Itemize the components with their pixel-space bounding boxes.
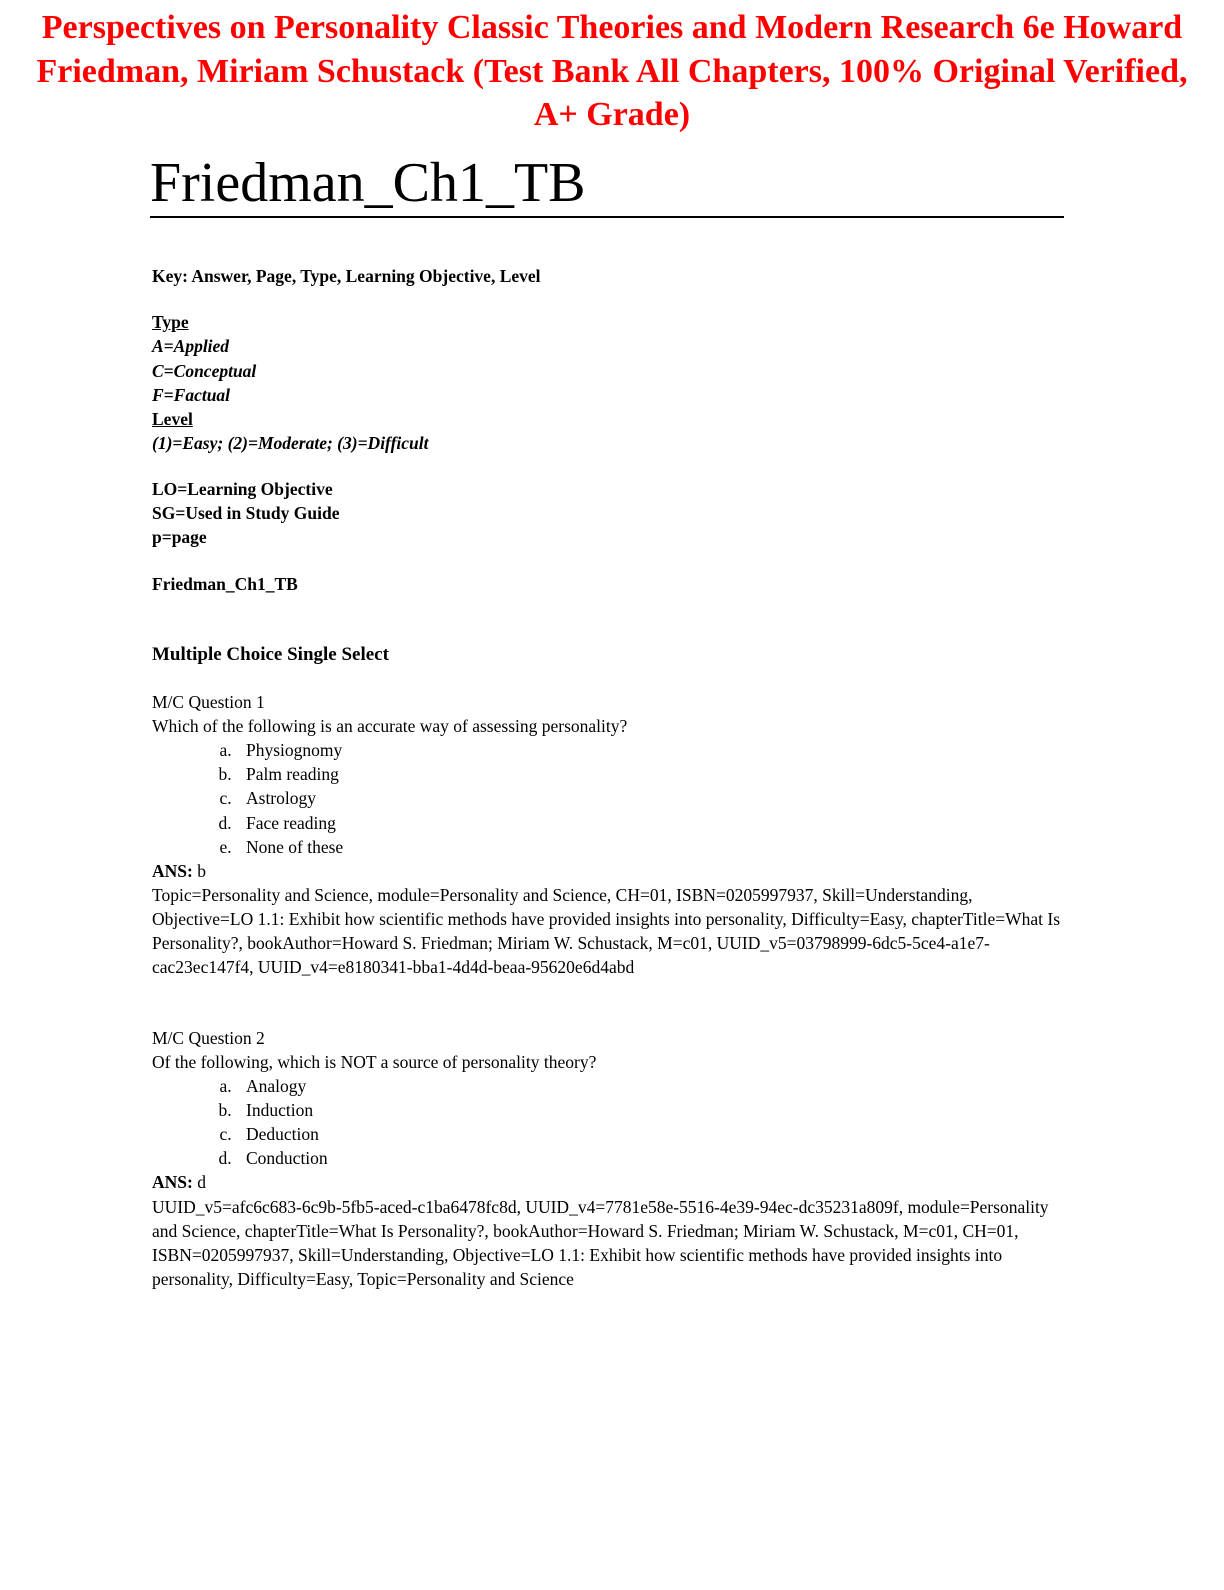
level-heading: Level [152, 408, 193, 429]
level-line: (1)=Easy; (2)=Moderate; (3)=Difficult [152, 432, 429, 453]
type-item-conceptual: C=Conceptual [152, 360, 257, 381]
choice-option[interactable]: b. Palm reading [236, 762, 1074, 786]
section-heading: Multiple Choice Single Select [152, 643, 389, 665]
choice-option[interactable]: a. Analogy [236, 1074, 1074, 1098]
answer-label: ANS: [152, 860, 193, 881]
key-line: Key: Answer, Page, Type, Learning Objective, Level [152, 266, 541, 287]
answer-line [152, 1170, 1074, 1194]
question-metadata: UUID_v5=afc6c683-6c9b-5fb5-aced-c1ba6478fc8d, UUID_v4=7781e58e-5516-4e39-94ec-dc35231a809f, module=Personality and Science, chapterTitle=What Is Personality?, bookAuthor=Howard S. Friedman; Miriam W. Schustack, M=c01, CH=01, ISBN=0205997937, Skill=Understanding, Objective=LO 1.1: Exhibit how scientific methods have provided insights into personality, Difficulty=Easy, Topic=Personality and Science [152, 1196, 1049, 1289]
answer-value: b [197, 860, 206, 881]
answer-line [152, 859, 1074, 883]
choice-list [152, 738, 1074, 859]
answer-label: ANS: [152, 1172, 193, 1193]
abbrev-p: p=page [152, 527, 207, 548]
choice-option[interactable]: c. Deduction [236, 1122, 1074, 1146]
question-number: M/C Question 2 [152, 1027, 265, 1048]
question-item [152, 690, 1074, 980]
question-number: M/C Question 1 [152, 691, 265, 712]
choice-option[interactable]: e. None of these [236, 835, 1074, 859]
question-stem: Of the following, which is NOT a source of personality theory? [152, 1051, 597, 1072]
question-item [152, 1026, 1074, 1292]
promo-banner: Perspectives on Personality Classic Theories and Modern Research 6e Howard Friedman, Miriam Schustack (Test Bank All Chapters, 100% Original Verified, A+ Grade) [36, 9, 1188, 134]
document-body [152, 218, 1074, 1291]
choice-option[interactable]: d. Face reading [236, 811, 1074, 835]
abbrev-sg: SG=Used in Study Guide [152, 503, 340, 524]
type-heading: Type [152, 312, 189, 333]
type-item-factual: F=Factual [152, 384, 231, 405]
choice-list [152, 1074, 1074, 1171]
choice-option[interactable]: b. Induction [236, 1098, 1074, 1122]
document-page [0, 6, 1224, 1590]
choice-option[interactable]: d. Conduction [236, 1146, 1074, 1170]
choice-option[interactable]: a. Physiognomy [236, 738, 1074, 762]
choice-option[interactable]: c. Astrology [236, 786, 1074, 810]
answer-value: d [197, 1172, 206, 1193]
question-stem: Which of the following is an accurate way of assessing personality? [152, 716, 628, 737]
document-title-block [150, 153, 1064, 219]
abbrev-lo: LO=Learning Objective [152, 479, 333, 500]
page-title: Friedman_Ch1_TB [150, 151, 586, 214]
file-label: Friedman_Ch1_TB [152, 573, 298, 594]
question-metadata: Topic=Personality and Science, module=Personality and Science, CH=01, ISBN=0205997937, Skill=Understanding, Objective=LO 1.1: Exhibit how scientific methods have provided insights into personality, Difficulty=Easy, chapterTitle=What Is Personality?, bookAuthor=Howard S. Friedman; Miriam W. Schustack, M=c01, UUID_v5=03798999-6dc5-5ce4-a1e7-cac23ec147f4, UUID_v4=e8180341-bba1-4d4d-beaa-95620e6d4abd [152, 885, 1061, 978]
type-item-applied: A=Applied [152, 336, 230, 357]
